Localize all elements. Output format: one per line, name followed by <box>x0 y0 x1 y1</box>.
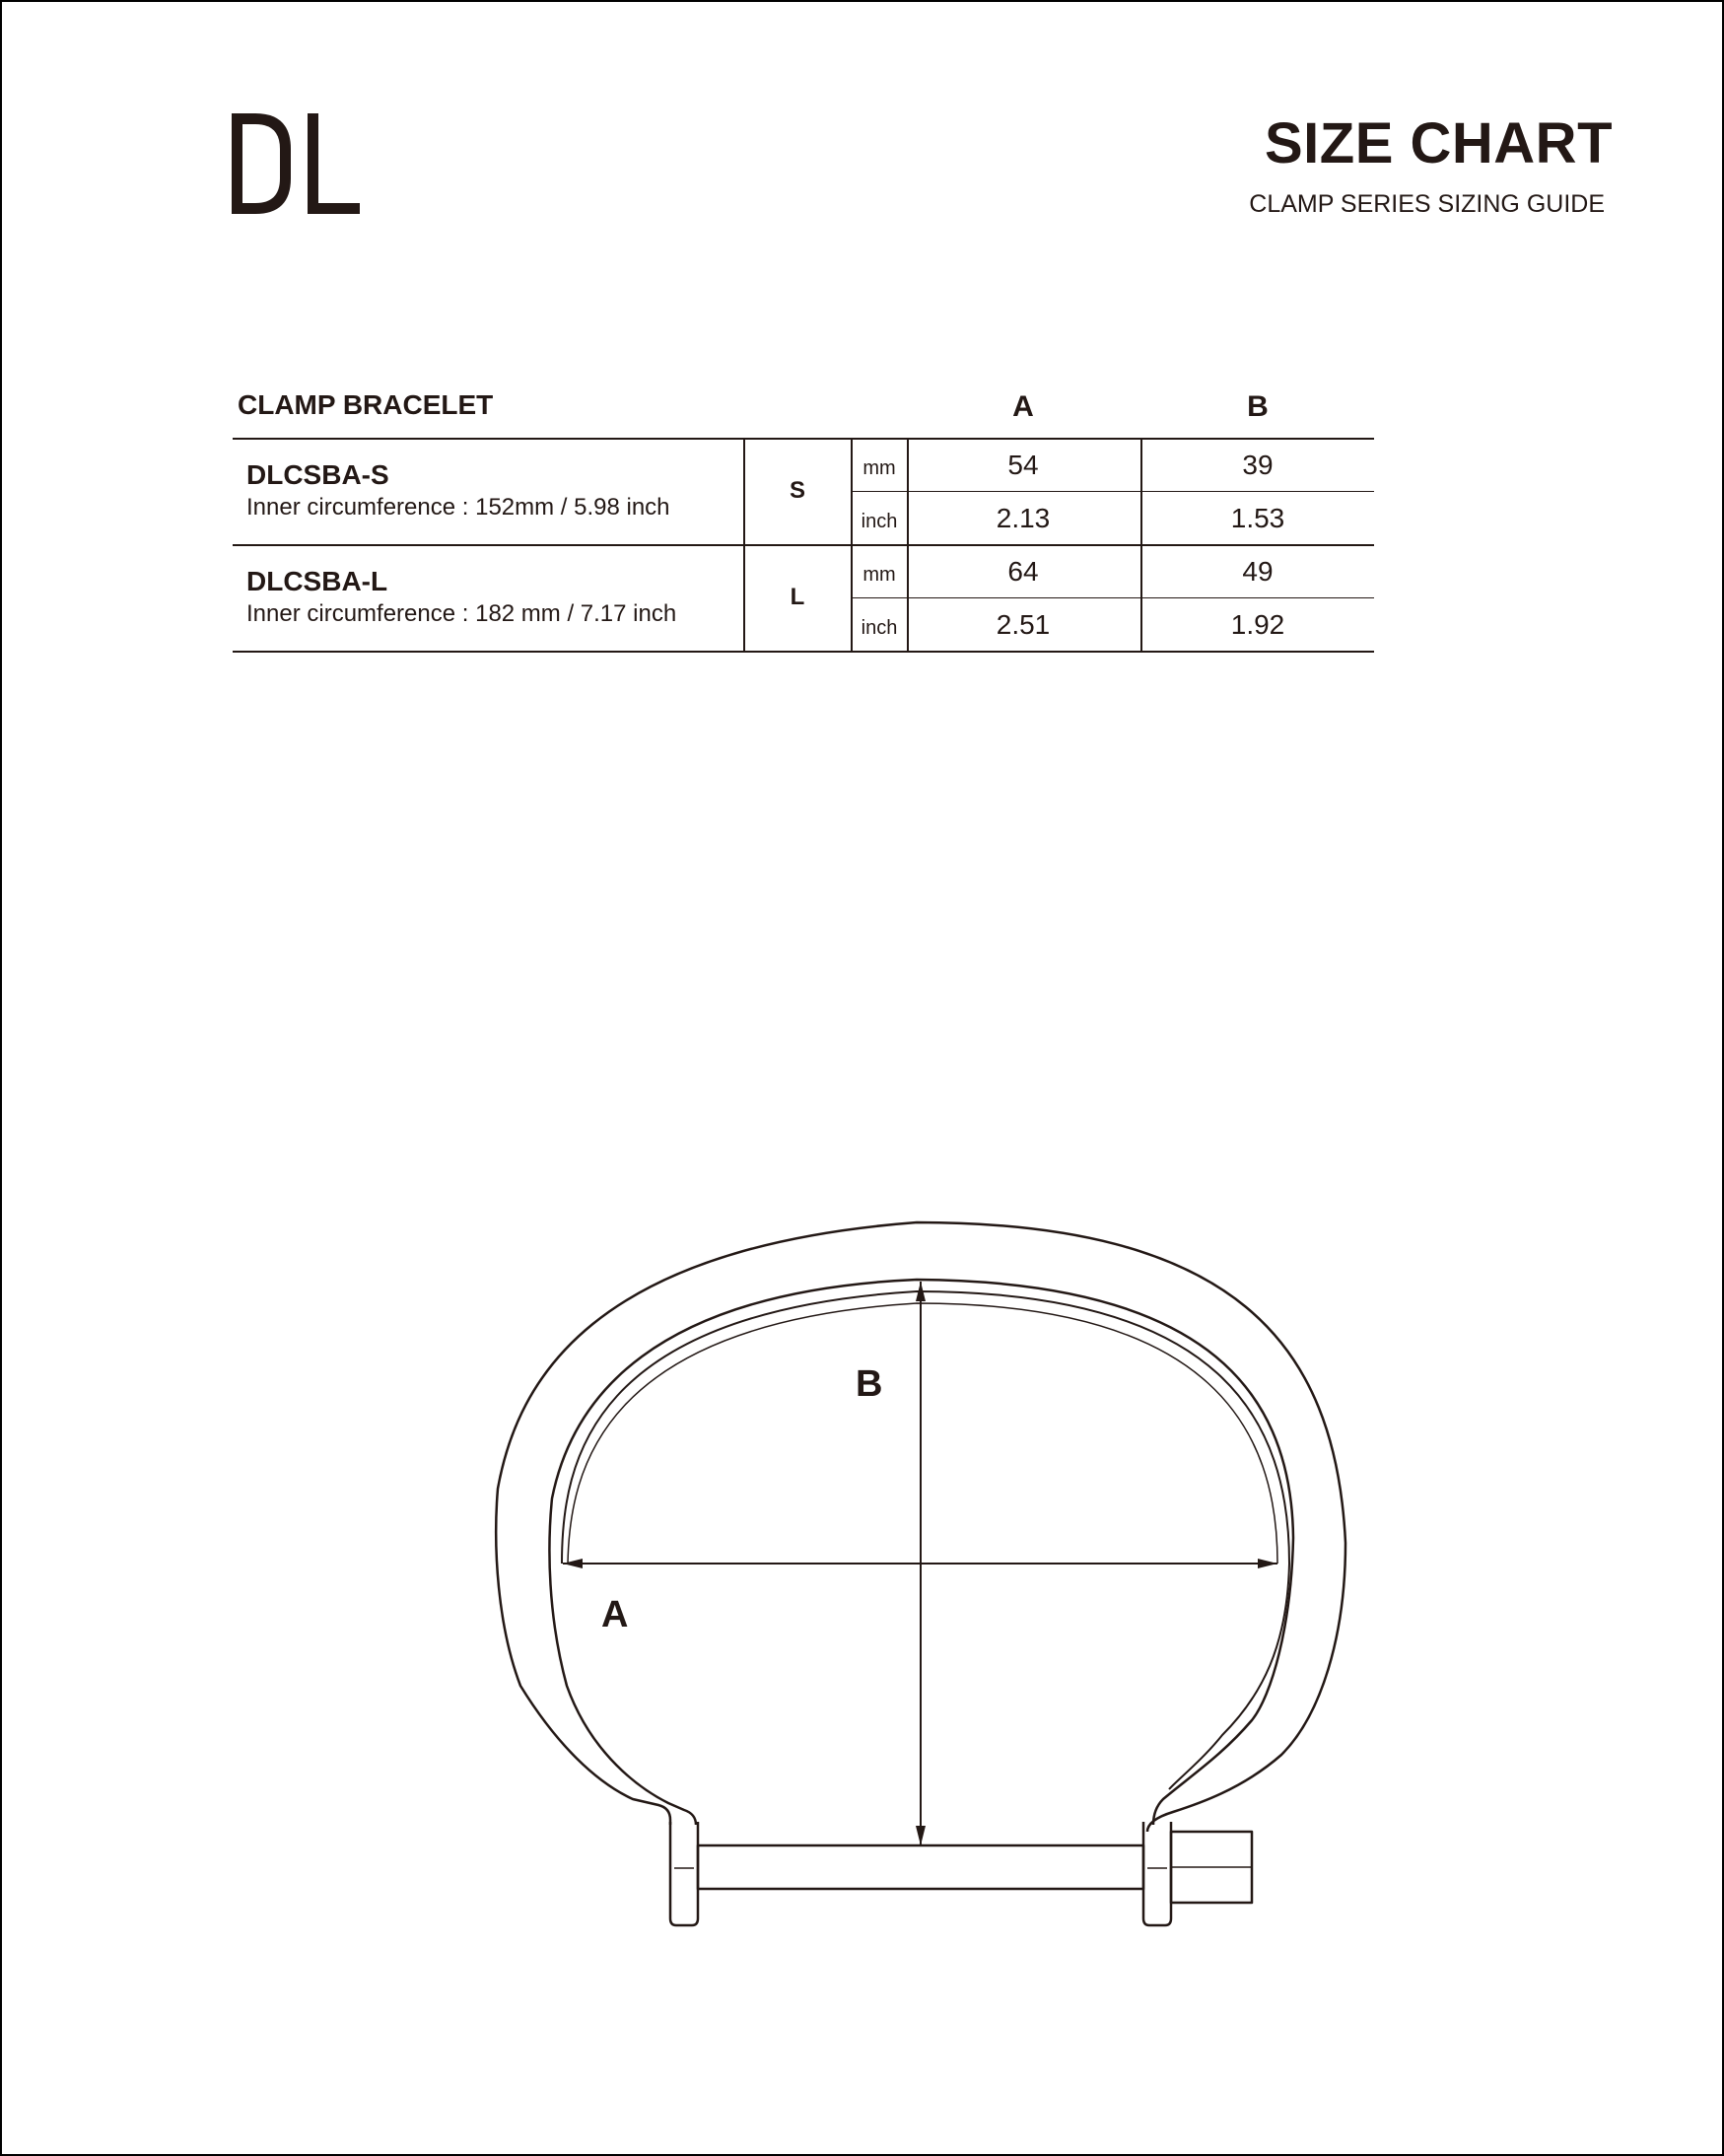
value-b: 39 <box>1242 450 1274 480</box>
model-name: DLCSBA-L <box>246 566 388 596</box>
bracelet-inner-bore-2 <box>568 1303 1277 1564</box>
value-a: 64 <box>1007 556 1039 587</box>
clamp-pin-bar <box>698 1845 1143 1889</box>
table-rule-top <box>233 438 1374 440</box>
dl-logo <box>232 113 360 214</box>
clamp-right-end <box>1143 1822 1171 1925</box>
value-b: 49 <box>1242 556 1274 587</box>
table-rule-row-divider <box>233 544 1374 546</box>
page-subtitle: CLAMP SERIES SIZING GUIDE <box>1249 190 1605 218</box>
value-a: 2.13 <box>996 503 1051 533</box>
column-header-b: B <box>1247 390 1269 423</box>
column-header-a: A <box>1012 390 1034 423</box>
table-rule-row1-mid <box>852 491 1374 492</box>
bracelet-diagram <box>483 1213 1350 1932</box>
bracelet-inner-bore <box>562 1291 1289 1789</box>
unit-label: mm <box>862 457 896 479</box>
dimension-a-label: A <box>601 1594 629 1635</box>
value-a: 2.51 <box>996 609 1051 640</box>
size-letter: L <box>790 584 805 610</box>
value-b: 1.53 <box>1230 503 1285 533</box>
inner-circumference: Inner circumference : 152mm / 5.98 inch <box>246 494 670 521</box>
unit-label: inch <box>861 511 898 532</box>
page-title: SIZE CHART <box>1265 111 1613 175</box>
product-name: CLAMP BRACELET <box>238 389 494 420</box>
model-name: DLCSBA-S <box>246 459 389 490</box>
dimension-b-label: B <box>856 1363 883 1405</box>
inner-circumference: Inner circumference : 182 mm / 7.17 inch <box>246 600 677 627</box>
value-b: 1.92 <box>1230 609 1285 640</box>
table-rule-row2-mid <box>852 597 1374 598</box>
unit-label: mm <box>862 564 896 586</box>
clamp-left-end <box>670 1822 698 1925</box>
unit-label: inch <box>861 617 898 639</box>
size-letter: S <box>789 477 805 504</box>
table-col-divider-1 <box>743 438 745 653</box>
value-a: 54 <box>1007 450 1039 480</box>
table-rule-bottom <box>233 651 1374 653</box>
size-table <box>233 438 1374 653</box>
